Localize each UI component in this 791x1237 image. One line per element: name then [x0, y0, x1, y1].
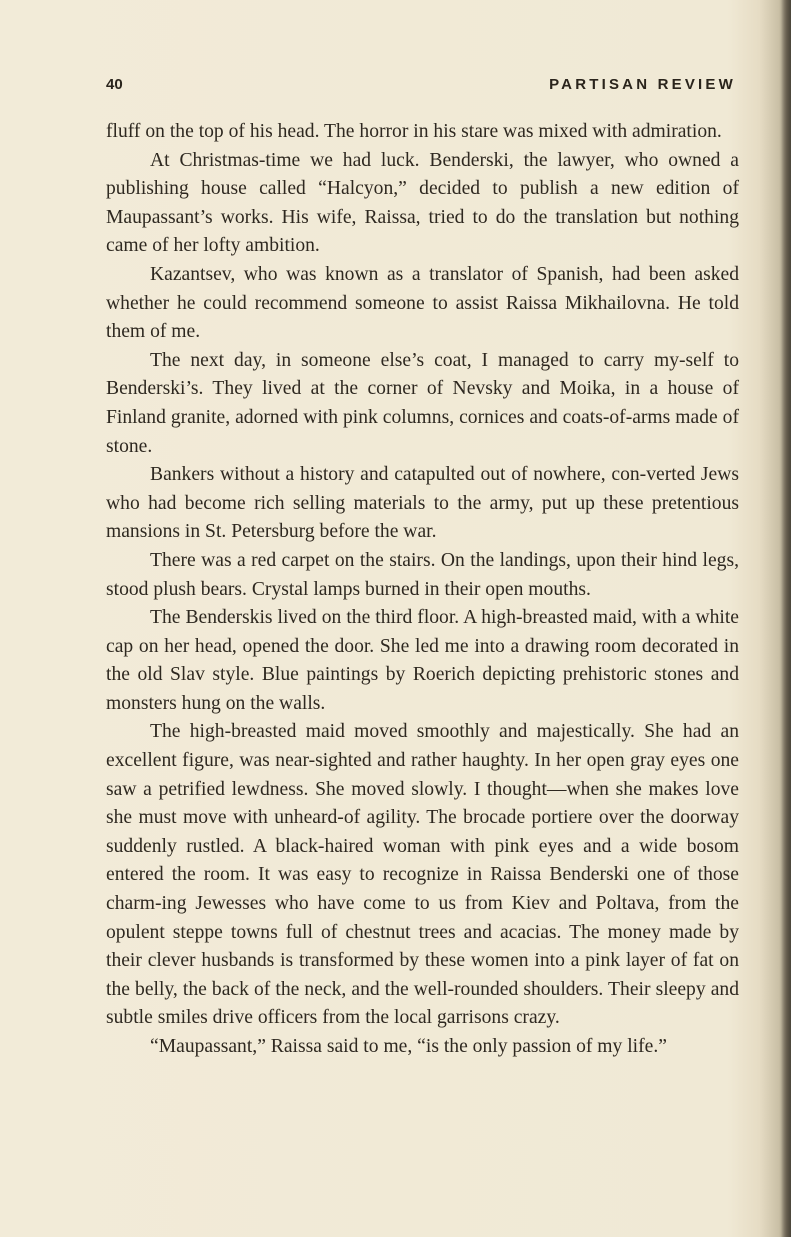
paragraph: Kazantsev, who was known as a translator of Spanish, had been asked whether he could recommend someone to assist Raissa Mikhailovna. He told them of me. [106, 263, 739, 343]
running-head: PARTISAN REVIEW [549, 76, 736, 93]
paragraph: At Christmas-time we had luck. Benderski, the lawyer, who owned a publishing house called “Halcyon,” decided to publish a new edition of Maupassant’s works. His wife, Raissa, tried to do the translation but nothing came of her lofty ambition. [106, 149, 739, 257]
paragraph: The high-breasted maid moved smoothly and majestically. She had an excellent figure, was near-sighted and rather haughty. In her open gray eyes one saw a petrified lewdness. She moved slowly. I thought—when she makes love she must move with unheard-of agility. The brocade portiere over the doorway suddenly rustled. A black-haired woman with pink eyes and a wide bosom entered the room. It was easy to recognize in Raissa Benderski one of those charm-ing Jewesses who have come to us from Kiev and Poltava, from the opulent steppe towns full of chestnut trees and acacias. The money made by their clever husbands is transformed by these women into a pink layer of fat on the belly, the back of the neck, and the well-rounded shoulders. Their sleepy and subtle smiles drive officers from the local garrisons crazy. [106, 721, 739, 1029]
paragraph: There was a red carpet on the stairs. On the landings, upon their hind legs, stood plush bears. Crystal lamps burned in their open mouths. [106, 549, 739, 600]
paragraph: fluff on the top of his head. The horror in his stare was mixed with admiration. [106, 121, 722, 142]
paragraph: The next day, in someone else’s coat, I managed to carry my-self to Benderski’s. They lived at the corner of Nevsky and Moika, in a house of Finland granite, adorned with pink columns, cornices and coats-of-arms made of stone. [106, 349, 739, 457]
paragraph: “Maupassant,” Raissa said to me, “is the only passion of my life.” [150, 1036, 667, 1057]
paragraph: The Benderskis lived on the third floor. A high-breasted maid, with a white cap on her head, opened the door. She led me into a drawing room decorated in the old Slav style. Blue paintings by Roerich depicting prehistoric stones and monsters hung on the walls. [106, 607, 739, 714]
body-text [106, 118, 739, 1062]
page-number: 40 [106, 76, 123, 93]
book-spine-shadow [781, 0, 791, 1237]
paragraph: Bankers without a history and catapulted out of nowhere, con-verted Jews who had become rich selling materials to the army, put up these pretentious mansions in St. Petersburg before the war. [106, 464, 739, 543]
page-header [106, 76, 736, 100]
